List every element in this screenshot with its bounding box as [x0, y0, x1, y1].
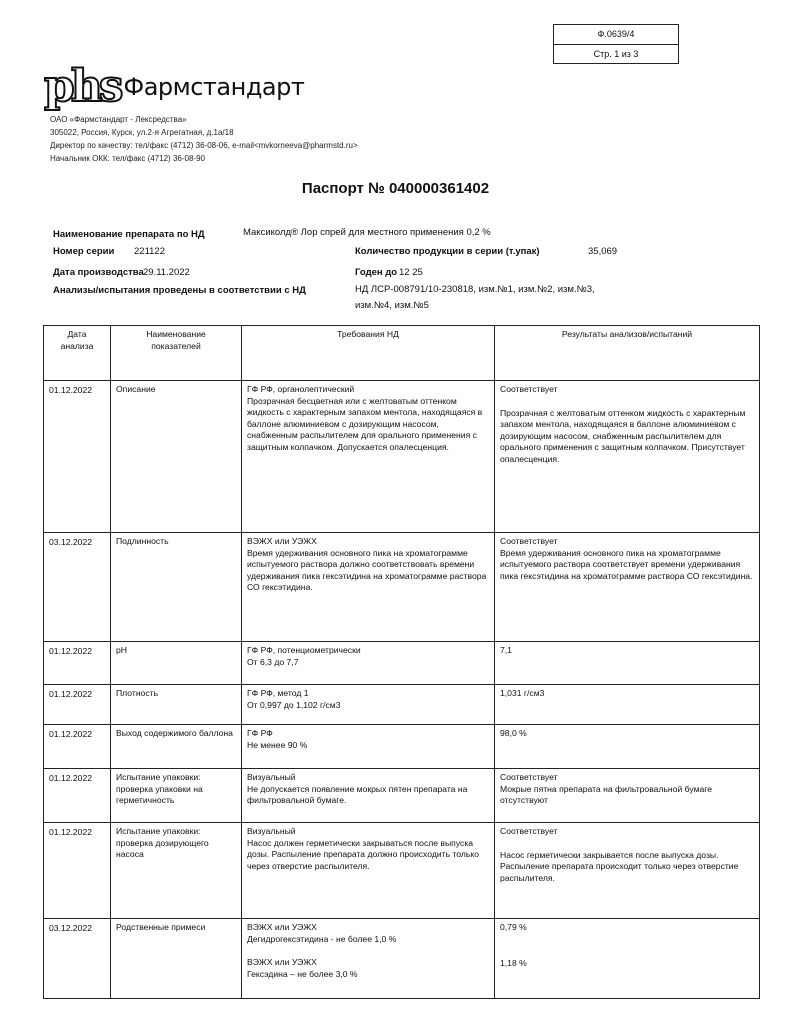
row-requirement: ГФ РФ, органолептический Прозрачная бесцветная или с желтоватым оттенком жидкость с характерным запахом ментола, находящаяся в баллоне алюминиевом с дозирующим насосом, снабженным распылителем для орального применения с защитным колпачком. Допускается опалесценция.: [242, 381, 495, 533]
row-date: 03.12.2022: [44, 919, 111, 999]
result-detail: Мокрые пятна препарата на фильтровальной бумаге отсутствуют: [500, 783, 712, 806]
table-row: [44, 533, 760, 642]
result-detail: Прозрачная с желтоватым оттенком жидкость с характерным запахом ментола, находящаяся в баллоне алюминиевом с дозирующим насосом, снабженным распылителем для орального применения с защитным колпачком. Присутствует опалесценция.: [500, 407, 746, 464]
row-date: 03.12.2022: [44, 533, 111, 642]
table-row: [44, 642, 760, 685]
header-results: Результаты анализов/испытаний: [495, 326, 760, 381]
nd-reference: НД ЛСР-008791/10-230818, изм.№1, изм.№2, изм.№3, изм.№4, изм.№5: [355, 284, 595, 311]
form-code-box: [553, 24, 679, 64]
row-requirement: Визуальный Не допускается появление мокрых пятен препарата на фильтровальной бумаге.: [242, 769, 495, 823]
row-result: [495, 769, 760, 823]
production-date-value: 29.11.2022: [143, 267, 190, 278]
row-date: 01.12.2022: [44, 685, 111, 725]
row-result: [495, 823, 760, 919]
row-date: 01.12.2022: [44, 823, 111, 919]
series-label: Номер серии: [53, 246, 115, 257]
drug-value: Максиколд® Лор спрей для местного применения 0,2 %: [243, 227, 491, 238]
expiry-value: 12 25: [399, 267, 423, 278]
drug-label: Наименование препарата по НД: [53, 229, 205, 240]
header-requirements: Требования НД: [242, 326, 495, 381]
logo-name: Фармстандарт: [123, 73, 305, 101]
results-table: [43, 325, 760, 999]
series-value: 221122: [134, 246, 165, 257]
row-parameter: Испытание упаковки: проверка упаковки на герметичность: [111, 769, 242, 823]
table-row: [44, 685, 760, 725]
company-name: ОАО «Фармстандарт - Лексредства»: [50, 115, 187, 124]
quantity-label: Количество продукции в серии (т.упак): [355, 246, 540, 257]
row-result: 98,0 %: [495, 725, 760, 769]
row-requirement: ГФ РФ, потенциометрически От 6,3 до 7,7: [242, 642, 495, 685]
table-row: [44, 823, 760, 919]
table-row: [44, 919, 760, 999]
result-verdict: Соответствует: [500, 536, 558, 546]
quality-director-contact: Директор по качеству: тел/факс (4712) 36-08-06, e-mail<mvkorneeva@pharmstd.ru>: [50, 141, 358, 150]
form-code: Ф.0639/4: [597, 29, 635, 39]
row-parameter: Испытание упаковки: проверка дозирующего насоса: [111, 823, 242, 919]
row-result: 7,1: [495, 642, 760, 685]
row-requirement: ВЭЖХ или УЭЖХ Время удерживания основного пика на хроматограмме испытуемого раствора должно соответствовать времени удерживания пика гексэтидина на хроматограмме раствора СО гексэтидина.: [242, 533, 495, 642]
company-logo: [44, 61, 305, 112]
result-detail: Время удерживания основного пика на хроматограмме испытуемого раствора соответствует времени удерживания пика гексэтидина на хроматограмме раствора СО гексэтидина.: [500, 547, 753, 581]
row-date: 01.12.2022: [44, 725, 111, 769]
row-date: 01.12.2022: [44, 642, 111, 685]
row-requirement: ГФ РФ Не менее 90 %: [242, 725, 495, 769]
table-header-row: [44, 326, 760, 381]
requirement-part-2: ВЭЖХ или УЭЖХ Гексэдина – не более 3,0 %: [247, 957, 358, 979]
row-requirement: ГФ РФ, метод 1 От 0,997 до 1,102 г/см3: [242, 685, 495, 725]
row-date: 01.12.2022: [44, 381, 111, 533]
result-verdict: Соответствует: [500, 772, 558, 782]
row-parameter: Плотность: [111, 685, 242, 725]
logo-mark: phs: [44, 61, 120, 112]
page-number: Стр. 1 из 3: [554, 44, 678, 64]
expiry-label: Годен до: [355, 267, 398, 278]
row-requirement: [242, 919, 495, 999]
row-parameter: Родственные примеси: [111, 919, 242, 999]
result-verdict: Соответствует: [500, 384, 558, 394]
row-parameter: Подлинность: [111, 533, 242, 642]
header-parameter: Наименование показателей: [111, 326, 242, 381]
okk-head-contact: Начальник ОКК: тел/факс (4712) 36-08-90: [50, 154, 205, 163]
result-value-2: 1,18 %: [500, 957, 527, 968]
result-verdict: Соответствует: [500, 826, 558, 836]
row-result: [495, 919, 760, 999]
page-title: Паспорт № 040000361402: [301, 180, 490, 197]
row-result: [495, 533, 760, 642]
requirement-part-1: ВЭЖХ или УЭЖХ Дегидрогексэтидина - не более 1,0 %: [247, 922, 397, 944]
table-row: [44, 381, 760, 533]
row-date: 01.12.2022: [44, 769, 111, 823]
table-row: [44, 769, 760, 823]
company-address: 305022, Россия, Курск, ул.2-я Агрегатная, д.1а/18: [50, 128, 234, 137]
result-detail: Насос герметически закрывается после выпуска дозы. Распыление препарата происходит только через отверстие распылителя.: [500, 849, 739, 883]
row-parameter: Описание: [111, 381, 242, 533]
quantity-value: 35,069: [588, 246, 618, 257]
production-date-label: Дата производства: [53, 267, 144, 278]
tests-label: Анализы/испытания проведены в соответствии с НД: [53, 285, 306, 296]
header-date: Дата анализа: [44, 326, 111, 381]
row-parameter: pH: [111, 642, 242, 685]
result-value-1: 0,79 %: [500, 922, 527, 932]
row-result: 1,031 г/см3: [495, 685, 760, 725]
row-requirement: Визуальный Насос должен герметически закрываться после выпуска дозы. Распыление препарата должно происходить только через отверстие распылителя.: [242, 823, 495, 919]
row-result: [495, 381, 760, 533]
table-row: [44, 725, 760, 769]
row-parameter: Выход содержимого баллона: [111, 725, 242, 769]
